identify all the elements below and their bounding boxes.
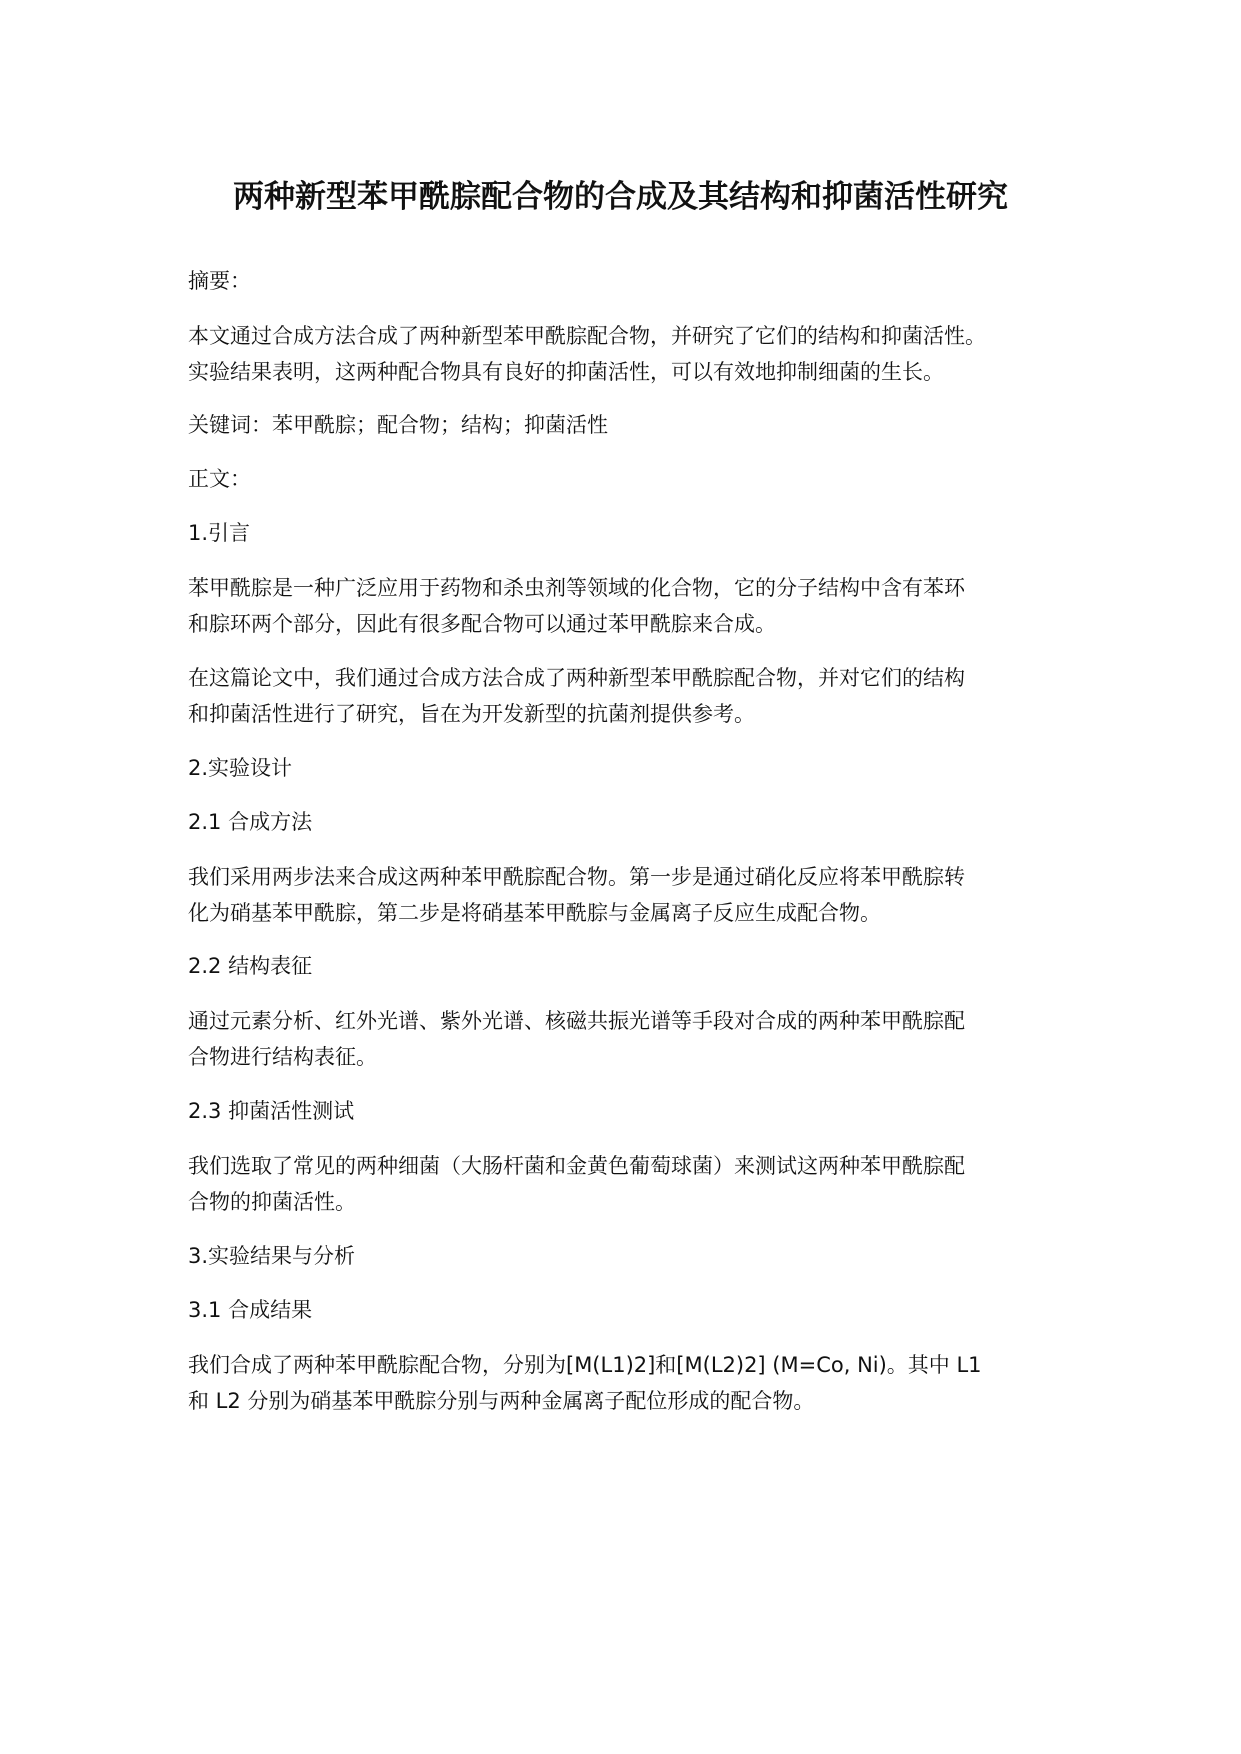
abstract-label: 摘要： bbox=[188, 269, 251, 293]
synthesis-method-line-2: 化为硝基苯甲酰腙，第二步是将硝基苯甲酰腙与金属离子反应生成配合物。 bbox=[188, 901, 881, 925]
antibacterial-test-line-2: 合物的抑菌活性。 bbox=[188, 1190, 356, 1214]
antibacterial-test-line-1: 我们选取了常见的两种细菌（大肠杆菌和金黄色葡萄球菌）来测试这两种苯甲酰腙配 bbox=[188, 1154, 965, 1178]
subsection-heading-synthesis-method: 2.1 合成方法 bbox=[188, 810, 313, 834]
subsection-heading-antibacterial-test: 2.3 抑菌活性测试 bbox=[188, 1099, 355, 1123]
section-heading-introduction: 1.引言 bbox=[188, 521, 251, 545]
document-title: 两种新型苯甲酰腙配合物的合成及其结构和抑菌活性研究 bbox=[233, 179, 1008, 215]
synthesis-results-line-1: 我们合成了两种苯甲酰腙配合物，分别为[M(L1)2]和[M(L2)2] (M=Co, Ni)。其中 L1 bbox=[188, 1353, 982, 1377]
body-label: 正文： bbox=[188, 467, 251, 491]
synthesis-method-line-1: 我们采用两步法来合成这两种苯甲酰腙配合物。第一步是通过硝化反应将苯甲酰腙转 bbox=[188, 865, 965, 889]
section-heading-results-analysis: 3.实验结果与分析 bbox=[188, 1244, 356, 1268]
structure-characterization-line-2: 合物进行结构表征。 bbox=[188, 1045, 377, 1069]
keywords-line: 关键词：苯甲酰腙；配合物；结构；抑菌活性 bbox=[188, 413, 608, 437]
intro-paragraph-2-line-1: 在这篇论文中，我们通过合成方法合成了两种新型苯甲酰腙配合物，并对它们的结构 bbox=[188, 666, 965, 690]
section-heading-experimental-design: 2.实验设计 bbox=[188, 756, 293, 780]
intro-paragraph-1-line-1: 苯甲酰腙是一种广泛应用于药物和杀虫剂等领域的化合物，它的分子结构中含有苯环 bbox=[188, 576, 965, 600]
subsection-heading-structure-characterization: 2.2 结构表征 bbox=[188, 954, 313, 978]
intro-paragraph-1-line-2: 和腙环两个部分，因此有很多配合物可以通过苯甲酰腙来合成。 bbox=[188, 612, 776, 636]
abstract-line-1: 本文通过合成方法合成了两种新型苯甲酰腙配合物，并研究了它们的结构和抑菌活性。 bbox=[188, 324, 986, 348]
intro-paragraph-2-line-2: 和抑菌活性进行了研究，旨在为开发新型的抗菌剂提供参考。 bbox=[188, 702, 755, 726]
subsection-heading-synthesis-results: 3.1 合成结果 bbox=[188, 1298, 313, 1322]
structure-characterization-line-1: 通过元素分析、红外光谱、紫外光谱、核磁共振光谱等手段对合成的两种苯甲酰腙配 bbox=[188, 1009, 965, 1033]
abstract-line-2: 实验结果表明，这两种配合物具有良好的抑菌活性，可以有效地抑制细菌的生长。 bbox=[188, 360, 944, 384]
synthesis-results-line-2: 和 L2 分别为硝基苯甲酰腙分别与两种金属离子配位形成的配合物。 bbox=[188, 1389, 815, 1413]
